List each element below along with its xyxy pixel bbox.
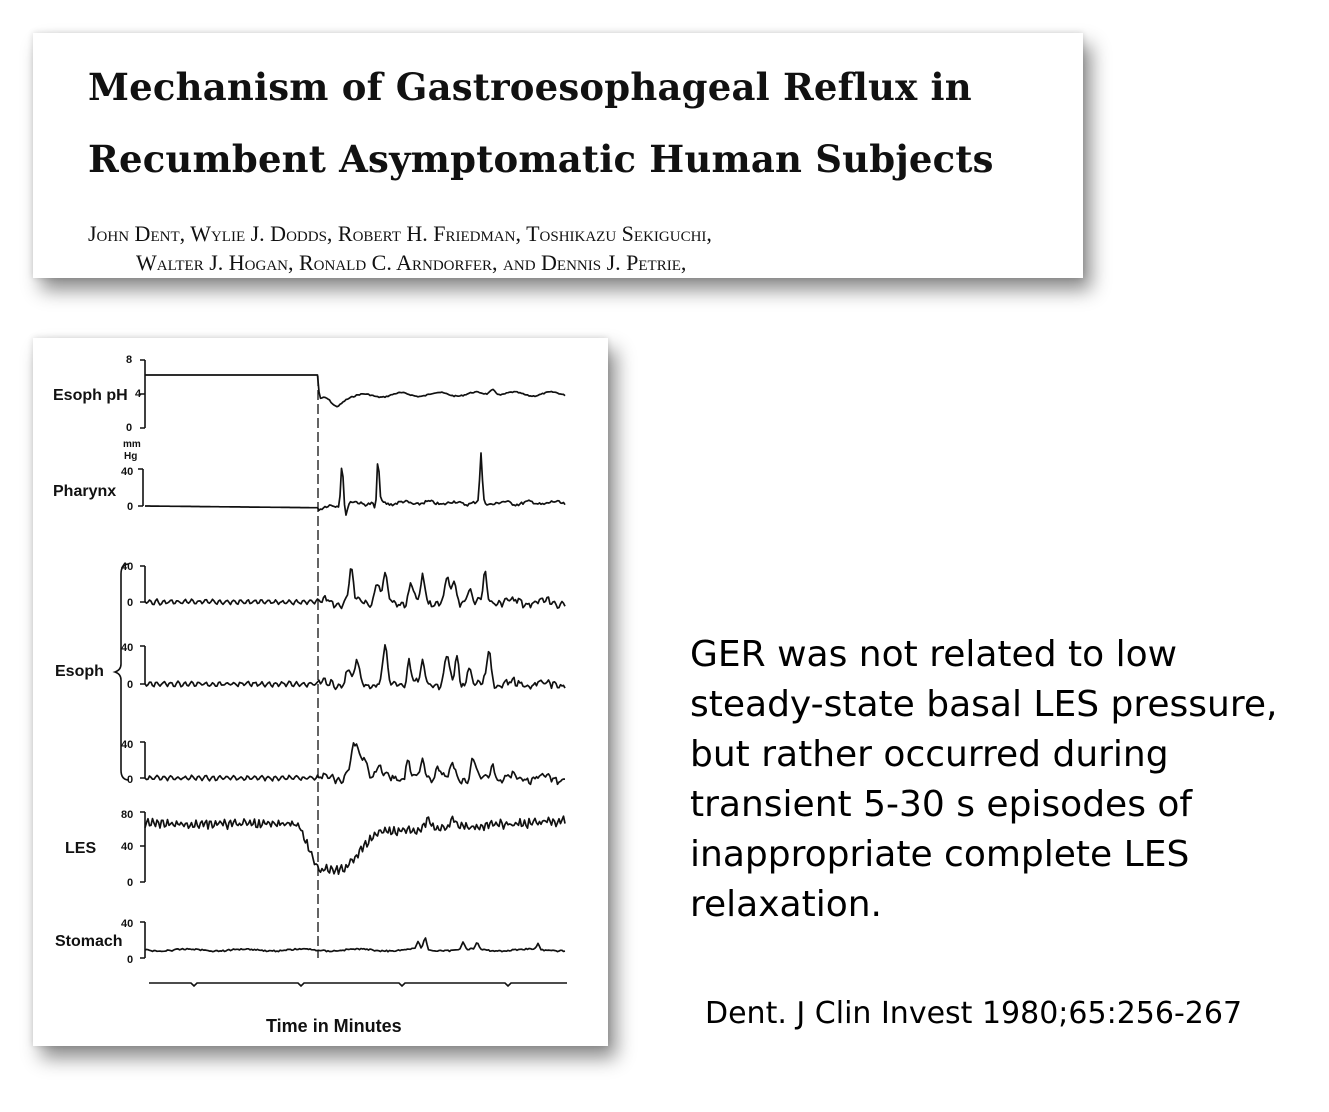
paper-header-card [33,33,1083,278]
manometry-figure [33,338,608,1046]
label-stomach: Stomach [55,933,123,950]
axis-stomach [140,922,145,958]
paper-title-line-2: Recumbent Asymptomatic Human Subjects [88,137,994,181]
axis-esoph-2 [140,646,145,684]
tick-esoph1-0: 0 [127,597,134,609]
label-pharynx: Pharynx [53,483,117,500]
trace-les [145,816,565,874]
x-axis-label: Time in Minutes [266,1016,402,1036]
citation: Dent. J Clin Invest 1980;65:256-267 [705,996,1243,1031]
trace-stomach [145,938,565,952]
unit-mm: mm [123,439,141,450]
authors-line-2: Walter J. Hogan, Ronald C. Arndorfer, and Dennis J. Petrie, [136,250,687,275]
time-marker-track [149,983,567,986]
trace-pharynx [145,453,565,515]
axis-les [140,812,145,882]
tick-les-80: 80 [121,809,134,821]
label-esoph-ph: Esoph pH [53,387,128,404]
tick-esoph2-0: 0 [127,679,134,691]
trace-esoph-1 [145,569,565,608]
manometry-tracing-svg [33,338,608,1046]
label-les: LES [65,840,97,857]
axis-esoph-3 [140,742,145,778]
tick-ph-8: 8 [126,354,133,366]
axis-pharynx [138,469,143,506]
tick-stomach-0: 0 [127,954,134,966]
paper-authors [88,219,1068,277]
trace-esoph-3 [145,743,565,784]
label-esoph: Esoph [55,663,104,680]
paper-title [88,51,1068,195]
tick-esoph3-40: 40 [121,739,134,751]
tick-les-0: 0 [127,877,134,889]
axis-esoph-1 [140,566,145,602]
summary-text: GER was not related to low steady-state basal LES pressure, but rather occurred during transient 5-30 s episodes of inappropriate complete LES relaxation. [690,634,1278,925]
trace-esoph-ph [145,375,565,407]
paper-title-line-1: Mechanism of Gastroesophageal Reflux in [88,65,972,109]
tick-esoph1-40: 40 [121,561,134,573]
tick-esoph2-40: 40 [121,642,134,654]
tick-pharynx-40: 40 [121,466,134,478]
tick-ph-0: 0 [126,422,133,434]
authors-line-1: John Dent, Wylie J. Dodds, Robert H. Friedman, Toshikazu Sekiguchi, [88,221,712,246]
tick-les-40: 40 [121,841,134,853]
tick-esoph3-0: 0 [127,774,134,786]
trace-esoph-2 [145,645,565,690]
tick-stomach-40: 40 [121,918,134,930]
pressure-traces [138,360,567,986]
tick-pharynx-0: 0 [127,501,134,513]
unit-hg: Hg [124,451,138,462]
tick-ph-4: 4 [135,388,142,400]
